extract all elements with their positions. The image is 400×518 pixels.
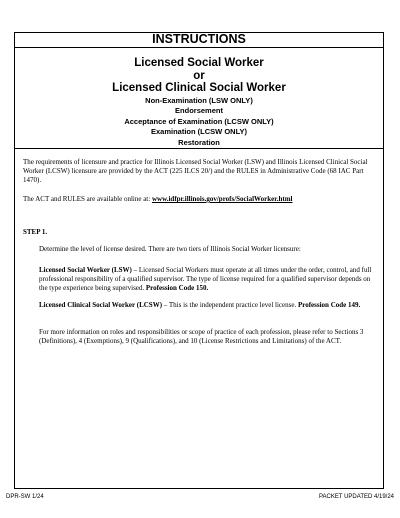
lcsw-description: – This is the independent practice level license.	[162, 301, 298, 309]
header-subtitle-non-exam: Non-Examination (LSW ONLY)	[145, 95, 253, 105]
header-subtitle-examination: Examination (LCSW ONLY)	[151, 127, 247, 136]
header-subtitle-restoration: Restoration	[178, 137, 220, 147]
header-title-lcsw: Licensed Clinical Social Worker	[112, 82, 286, 94]
header-box	[14, 48, 384, 149]
lcsw-term: Licensed Clinical Social Worker (LCSW)	[39, 301, 163, 309]
act-availability-paragraph	[23, 195, 377, 204]
lsw-description: – Licensed Social Workers must operate at all times under the order, control, and full professional responsibility of a qualified supervisor. The type of license required for a qualified supervisor depends on the type experience being supervised.	[39, 266, 372, 292]
lsw-paragraph	[39, 266, 379, 293]
header-subtitle-endorsement: Endorsement	[175, 106, 223, 115]
instructions-content	[14, 149, 384, 489]
header-title-lsw: Licensed Social Worker	[134, 57, 264, 69]
packet-updated-date: PACKET UPDATED 4/19/24	[318, 494, 394, 500]
page-title: INSTRUCTIONS	[14, 32, 384, 48]
header-title-or: or	[193, 69, 205, 82]
more-info-paragraph: For more information on roles and responsibilities or scope of practice of each profession, please refer to Sections 3 (Definitions), 4 (Exemptions), 9 (Qualifications), and 10 (License Restrictions and Limitations) of the ACT.	[39, 328, 364, 345]
lsw-profession-code: Profession Code 150.	[145, 284, 209, 292]
lsw-term: Licensed Social Worker (LSW)	[39, 266, 132, 274]
intro-paragraph: The requirements of licensure and practice for Illinois Licensed Social Worker (LSW) and Illinois Licensed Clinical Social Worker (LCSW) licensure are provided by the ACT (225 ILCS 20/) and the RULES in Administrative Code (68 IAC Part 1470).	[23, 158, 368, 184]
act-rules-link[interactable]: www.idfpr.illinois.gov/profs/SocialWorker.html	[151, 195, 293, 203]
form-code: DPR-SW 1/24	[6, 494, 44, 500]
lcsw-profession-code: Profession Code 149.	[297, 301, 361, 309]
header-subtitle-acceptance: Acceptance of Examination (LCSW ONLY)	[124, 116, 274, 126]
step-label: STEP 1.	[23, 228, 48, 236]
step-intro-paragraph: Determine the level of license desired. There are two tiers of Illinois Social Worker licensure:	[39, 245, 301, 253]
act-availability-text: The ACT and RULES are available online at:	[23, 195, 152, 203]
lcsw-paragraph	[39, 301, 379, 310]
